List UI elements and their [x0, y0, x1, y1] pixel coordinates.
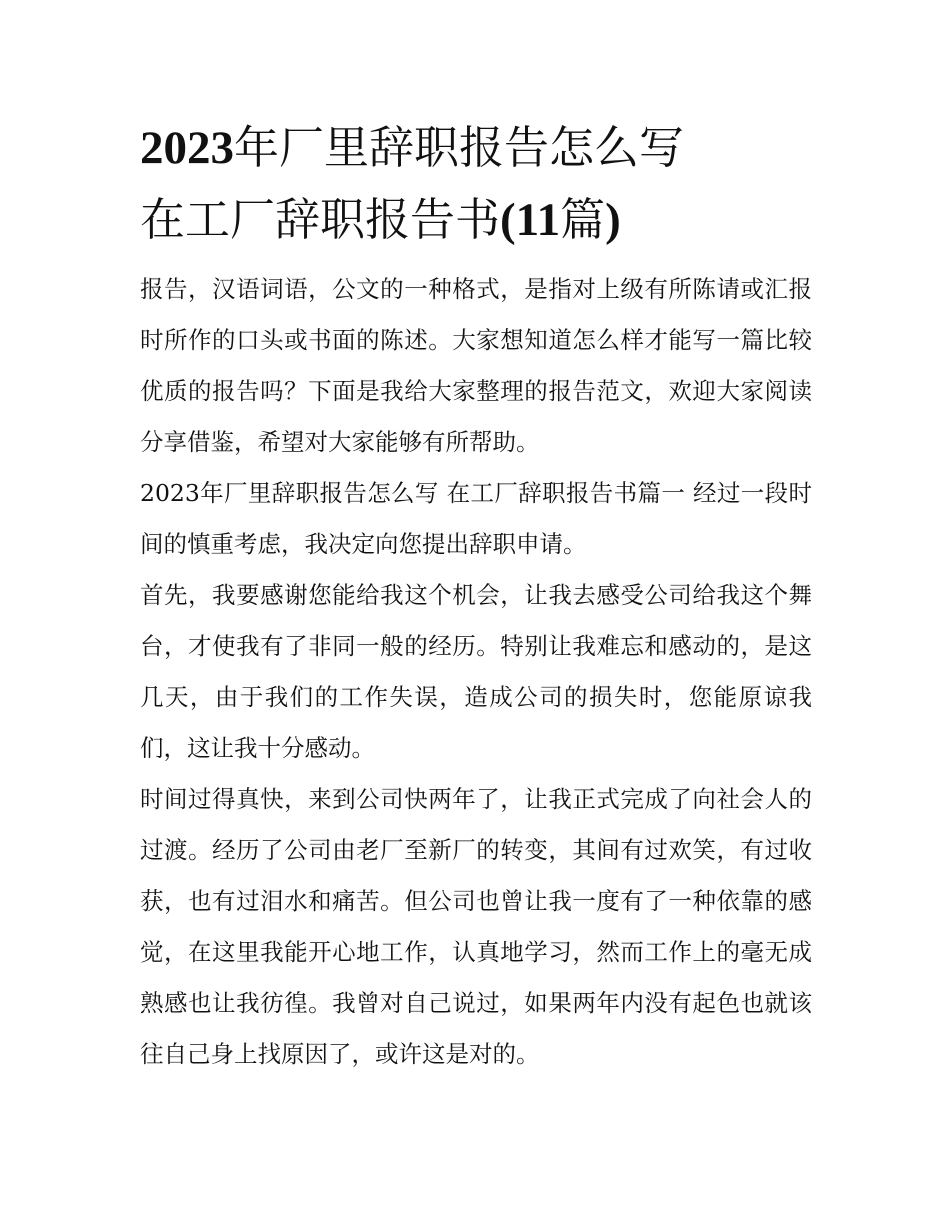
title-line-1-text: 年厂里辞职报告怎么写	[234, 121, 685, 174]
title-count: (11	[500, 194, 561, 246]
title-line-1	[140, 112, 812, 184]
paragraph-2: 首先，我要感谢您能给我这个机会，让我去感受公司给我这个舞台，才使我有了非同一般的经历。特别让我难忘和感动的，是这几天，由于我们的工作失误，造成公司的损失时，您能原谅我们，这让我十分感动。	[140, 581, 812, 762]
title-year: 2023	[140, 122, 234, 174]
paragraph-1: 2023年厂里辞职报告怎么写 在工厂辞职报告书篇一 经过一段时间的慎重考虑，我决定向您提出辞职申请。	[140, 479, 812, 558]
title-line-2-text: 在工厂辞职报告书	[140, 193, 501, 246]
title-unit: 篇	[560, 193, 606, 246]
document-title	[140, 112, 812, 256]
paragraph-3: 时间过得真快，来到公司快两年了，让我正式完成了向社会人的过渡。经历了公司由老厂至新厂的转变，其间有过欢笑，有过收获，也有过泪水和痛苦。但公司也曾让我一度有了一种依靠的感觉，在这里我能开心地工作，认真地学习，然而工作上的毫无成熟感也让我彷徨。我曾对自己说过，如果两年内没有起色也就该往自己身上找原因了，或许这是对的。	[140, 785, 812, 1068]
paragraph-intro: 报告，汉语词语，公文的一种格式，是指对上级有所陈请或汇报时所作的口头或书面的陈述。大家想知道怎么样才能写一篇比较优质的报告吗？下面是我给大家整理的报告范文，欢迎大家阅读分享借鉴，希望对大家能够有所帮助。	[140, 275, 812, 456]
document-page	[140, 112, 812, 1080]
title-close-paren: )	[605, 194, 621, 246]
title-line-2	[140, 184, 812, 256]
